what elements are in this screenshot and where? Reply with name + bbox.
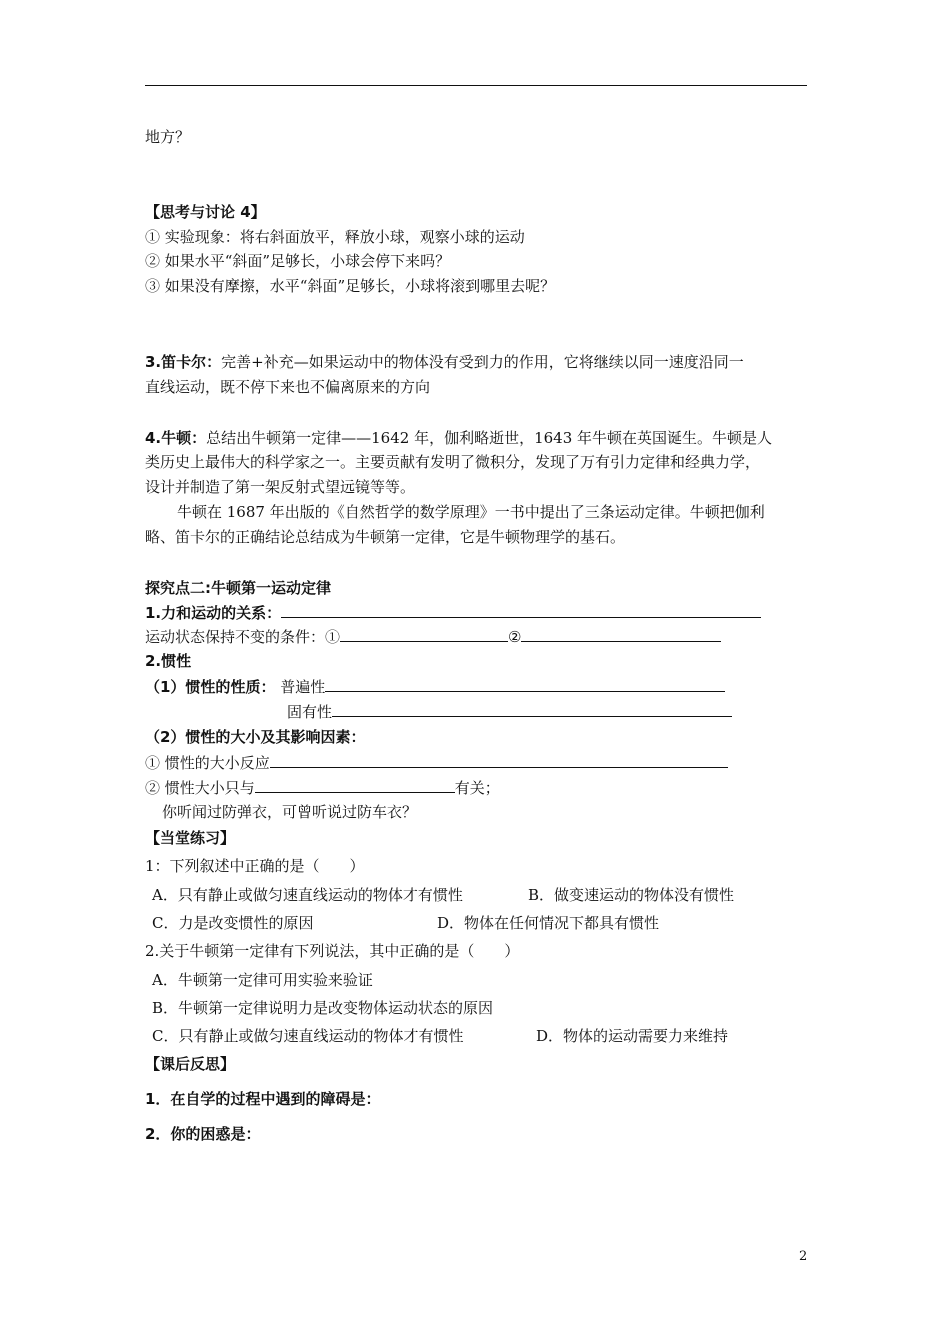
factor2-label: ② 惯性大小只与 (145, 779, 255, 797)
answer-blank[interactable] (332, 701, 732, 717)
newton-para2-line-1: 牛顿在 1687 年出版的《自然哲学的数学原理》一书中提出了三条运动定律。牛顿把伽利 (177, 503, 765, 521)
reflection-item-1: 1．在自学的过程中遇到的障碍是： (145, 1090, 381, 1108)
practice-q1-option-c: C．力是改变惯性的原因 (152, 914, 314, 932)
reflection-heading: 【课后反思】 (145, 1055, 236, 1073)
factor2-suffix: 有关； (454, 779, 500, 797)
header-rule (145, 85, 807, 86)
inertia-heading: 2.惯性 (145, 652, 192, 670)
practice-q1-option-d: D．物体在任何情况下都具有惯性 (437, 914, 660, 932)
answer-blank[interactable] (340, 626, 508, 642)
discussion4-item-1: ① 实验现象：将右斜面放平，释放小球，观察小球的运动 (145, 228, 525, 246)
factor1-row (145, 752, 728, 773)
descartes-label: 3.笛卡尔： (145, 353, 222, 371)
page-number: 2 (799, 1249, 808, 1264)
force-motion-label: 1.力和运动的关系： (145, 604, 282, 622)
discussion4-item-3: ③ 如果没有摩擦，水平“斜面”足够长，小球将滚到哪里去呢？ (145, 277, 556, 295)
practice-heading: 【当堂练习】 (145, 829, 236, 847)
newton-line-1 (145, 428, 772, 448)
practice-q2-option-d: D．物体的运动需要力来维持 (536, 1027, 729, 1045)
inertia-property-row (145, 676, 725, 697)
answer-blank[interactable] (255, 777, 455, 793)
inertia-property-label: （1）惯性的性质： (145, 678, 276, 696)
practice-q2-option-c: C．只有静止或做匀速直线运动的物体才有惯性 (152, 1027, 464, 1045)
continuation-text: 地方？ (145, 128, 191, 146)
factor2-row (145, 777, 500, 798)
discussion4-heading: 【思考与讨论 4】 (145, 203, 266, 221)
inertia-factors-heading: （2）惯性的大小及其影响因素： (145, 728, 366, 746)
reflection-item-2: 2．你的困惑是： (145, 1125, 261, 1143)
universal-label: 普遍性 (280, 678, 326, 696)
newton-text-1: 总结出牛顿第一定律——1642 年，伽利略逝世，1643 年牛顿在英国诞生。牛顿是人 (206, 429, 773, 447)
vest-question: 你听闻过防弹衣，可曾听说过防车衣？ (162, 803, 418, 821)
factor1-label: ① 惯性的大小反应 (145, 754, 270, 772)
answer-blank[interactable] (521, 626, 721, 642)
section2-title: 探究点二:牛顿第一运动定律 (145, 579, 331, 597)
newton-para2-line-2: 略、笛卡尔的正确结论总结成为牛顿第一定律，它是牛顿物理学的基石。 (145, 528, 626, 546)
newton-line-2: 类历史上最伟大的科学家之一。主要贡献有发明了微积分，发现了万有引力定律和经典力学， (145, 453, 761, 471)
newton-line-3: 设计并制造了第一架反射式望远镜等等。 (145, 478, 416, 496)
force-motion-row (145, 602, 761, 623)
practice-q2-option-a: A．牛顿第一定律可用实验来验证 (152, 971, 373, 989)
condition-row (145, 626, 721, 647)
practice-q1-stem: 1：下列叙述中正确的是（ ） (145, 857, 365, 875)
answer-blank[interactable] (281, 602, 761, 618)
practice-q2-option-b: B．牛顿第一定律说明力是改变物体运动状态的原因 (152, 999, 494, 1017)
answer-blank[interactable] (325, 676, 725, 692)
intrinsic-label: 固有性 (287, 703, 333, 721)
practice-q2-stem: 2.关于牛顿第一定律有下列说法，其中正确的是（ ） (145, 942, 520, 960)
intrinsic-row (287, 701, 732, 722)
newton-label: 4.牛顿： (145, 429, 207, 447)
practice-q1-option-b: B．做变速运动的物体没有惯性 (528, 886, 735, 904)
condition-mark-2: ② (508, 628, 522, 646)
descartes-line-2: 直线运动，既不停下来也不偏离原来的方向 (145, 378, 431, 396)
discussion4-item-2: ② 如果水平“斜面”足够长，小球会停下来吗？ (145, 252, 451, 270)
condition-label: 运动状态保持不变的条件：① (145, 628, 341, 646)
answer-blank[interactable] (270, 752, 728, 768)
practice-q1-option-a: A．只有静止或做匀速直线运动的物体才有惯性 (152, 886, 463, 904)
descartes-text-1: 完善+补充—如果运动中的物体没有受到力的作用，它将继续以同一速度沿同一 (221, 353, 744, 371)
descartes-line-1 (145, 352, 744, 372)
